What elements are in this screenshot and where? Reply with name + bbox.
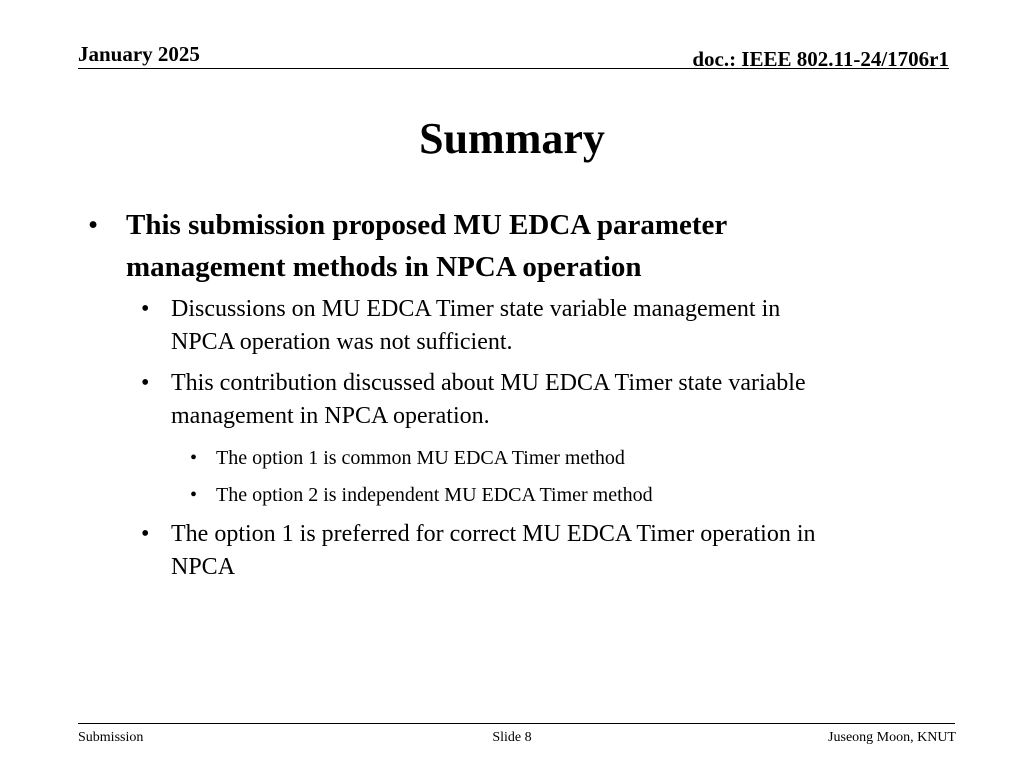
bullet-item-level2	[141, 293, 781, 359]
bullet-item-level2	[141, 367, 806, 433]
bullet-line: The option 2 is independent MU EDCA Timer method	[216, 484, 653, 506]
bullet-line: NPCA	[171, 554, 236, 580]
bullet-item-level2	[141, 518, 816, 584]
bullet-line: This contribution discussed about MU EDCA Timer state variable	[171, 370, 806, 396]
bullet-line: The option 1 is preferred for correct MU EDCA Timer operation in	[171, 521, 816, 547]
bullet-line: The option 1 is common MU EDCA Timer method	[216, 447, 625, 469]
bullet-line: Discussions on MU EDCA Timer state variable management in	[171, 296, 781, 322]
bullet-item-level3	[190, 480, 653, 510]
bullet-dot-icon: •	[190, 484, 198, 506]
bullet-item-level3	[190, 443, 625, 473]
bullet-item-level1	[88, 204, 728, 288]
footer-slide-number: Slide 8	[492, 730, 532, 745]
bullet-dot-icon: •	[190, 447, 198, 469]
bullet-line: management in NPCA operation.	[171, 403, 490, 429]
bullet-line: This submission proposed MU EDCA parameter	[126, 209, 728, 241]
footer-author: Juseong Moon, KNUT	[828, 730, 956, 745]
bullet-dot-icon: •	[141, 521, 150, 547]
bullet-dot-icon: •	[141, 370, 150, 396]
bullet-dot-icon: •	[88, 209, 99, 241]
footer-divider	[78, 723, 955, 724]
slide-title: Summary	[419, 114, 605, 163]
bullet-line: management methods in NPCA operation	[126, 251, 642, 283]
bullet-dot-icon: •	[141, 296, 150, 322]
footer-submission: Submission	[78, 730, 144, 745]
header-date: January 2025	[78, 42, 200, 66]
bullet-line: NPCA operation was not sufficient.	[171, 329, 513, 355]
header-doc-id: doc.: IEEE 802.11-24/1706r1	[692, 47, 949, 71]
